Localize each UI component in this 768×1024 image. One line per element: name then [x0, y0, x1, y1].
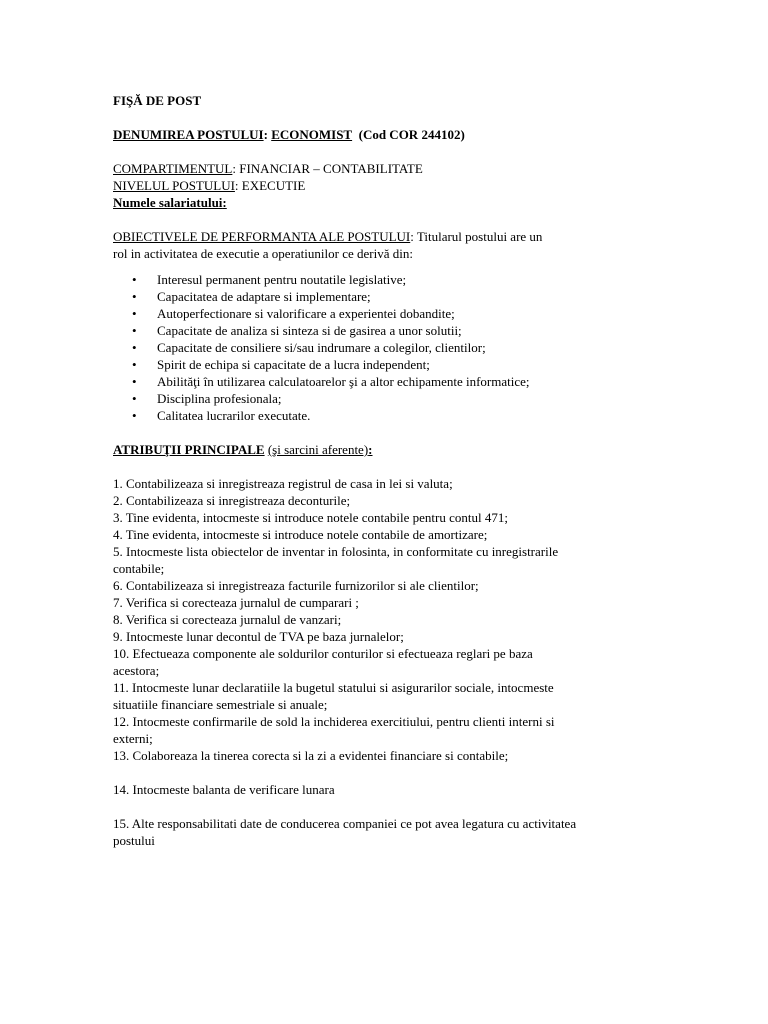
bullet-icon: •: [132, 391, 137, 406]
job-title-line: DENUMIREA POSTULUI: ECONOMIST (Cod COR 244102): [113, 127, 465, 142]
list-item: • Capacitate de consiliere si/sau indrumare a colegilor, clientilor;: [132, 340, 486, 355]
employee-name-line: Numele salariatului:: [113, 195, 227, 210]
bullet-icon: •: [132, 306, 137, 321]
list-item: • Disciplina profesionala;: [132, 391, 282, 406]
list-item: 7. Verifica si corecteaza jurnalul de cumparari ;: [113, 595, 359, 610]
list-item-continuation: externi;: [113, 731, 153, 746]
list-item: 3. Tine evidenta, intocmeste si introduce notele contabile pentru contul 471;: [113, 510, 508, 525]
bullet-icon: •: [132, 374, 137, 389]
list-item-continuation: acestora;: [113, 663, 160, 678]
list-item: 6. Contabilizeaza si inregistreaza facturile furnizorilor si ale clientilor;: [113, 578, 479, 593]
list-item: • Calitatea lucrarilor executate.: [132, 408, 311, 423]
job-description-document: [113, 92, 661, 849]
list-item: 5. Intocmeste lista obiectelor de inventar in folosinta, in conformitate cu inregistrarile: [113, 544, 559, 559]
list-item: 8. Verifica si corecteaza jurnalul de vanzari;: [113, 612, 342, 627]
list-item-continuation: situatiile financiare semestriale si anuale;: [113, 697, 328, 712]
list-item-continuation: postului: [113, 833, 155, 848]
department-value: : FINANCIAR – CONTABILITATE: [232, 161, 423, 176]
objectives-list: [113, 271, 661, 424]
duties-label: ATRIBUŢII PRINCIPALE: [113, 442, 265, 457]
list-item: • Autoperfectionare si valorificare a experientei dobandite;: [132, 306, 455, 321]
list-item: 2. Contabilizeaza si inregistreaza deconturile;: [113, 493, 351, 508]
job-code: (Cod COR 244102): [358, 127, 465, 142]
position-level-line: [113, 177, 661, 194]
bullet-icon: •: [132, 272, 137, 287]
bullet-icon: •: [132, 323, 137, 338]
job-title-label: DENUMIREA POSTULUI: [113, 127, 264, 142]
objectives-intro-2: rol in activitatea de executie a operatiunilor ce derivă din:: [113, 246, 413, 261]
list-item: • Capacitatea de adaptare si implementare;: [132, 289, 371, 304]
list-item-continuation: contabile;: [113, 561, 165, 576]
list-item: 10. Efectueaza componente ale soldurilor conturilor si efectueaza reglari pe baza: [113, 646, 533, 661]
duties-heading-line: ATRIBUŢII PRINCIPALE (şi sarcini aferente):: [113, 442, 373, 457]
bullet-icon: •: [132, 340, 137, 355]
objectives-intro-1: : Titularul postului are un: [410, 229, 543, 244]
position-level-label: NIVELUL POSTULUI: [113, 178, 235, 193]
document-title: FIŞĂ DE POST: [113, 93, 202, 108]
duties-list: [113, 475, 661, 764]
job-title-value: ECONOMIST: [271, 127, 353, 142]
list-item: 1. Contabilizeaza si inregistreaza registrul de casa in lei si valuta;: [113, 476, 453, 491]
position-level-value: : EXECUTIE: [234, 178, 306, 193]
list-item: 4. Tine evidenta, intocmeste si introduce notele contabile de amortizare;: [113, 527, 488, 542]
department-label: COMPARTIMENTUL: [113, 161, 233, 176]
list-item: 11. Intocmeste lunar declaratiile la bugetul statului si asigurarilor sociale, intocmeste: [113, 680, 554, 695]
list-item: • Interesul permanent pentru noutatile legislative;: [132, 272, 407, 287]
list-item: • Spirit de echipa si capacitate de a lucra independent;: [132, 357, 430, 372]
list-item: 14. Intocmeste balanta de verificare lunara: [113, 782, 335, 797]
list-item: • Abilităţi în utilizarea calculatoarelor şi a altor echipamente informatice;: [132, 374, 530, 389]
department-line: [113, 160, 661, 177]
list-item: 9. Intocmeste lunar decontul de TVA pe baza jurnalelor;: [113, 629, 404, 644]
objectives-heading-line: [113, 228, 661, 245]
objectives-label: OBIECTIVELE DE PERFORMANTA ALE POSTULUI: [113, 229, 411, 244]
list-item: 12. Intocmeste confirmarile de sold la inchiderea exercitiului, pentru clienti interni si: [113, 714, 555, 729]
bullet-icon: •: [132, 408, 137, 423]
list-item: • Capacitate de analiza si sinteza si de gasirea a unor solutii;: [132, 323, 462, 338]
employee-name-label: Numele salariatului: [113, 195, 223, 210]
duties-sub: (şi sarcini aferente): [267, 442, 369, 457]
list-item: 13. Colaboreaza la tinerea corecta si la zi a evidentei financiare si contabile;: [113, 748, 509, 763]
bullet-icon: •: [132, 357, 137, 372]
bullet-icon: •: [132, 289, 137, 304]
list-item: 15. Alte responsabilitati date de conducerea companiei ce pot avea legatura cu activitatea: [113, 816, 577, 831]
